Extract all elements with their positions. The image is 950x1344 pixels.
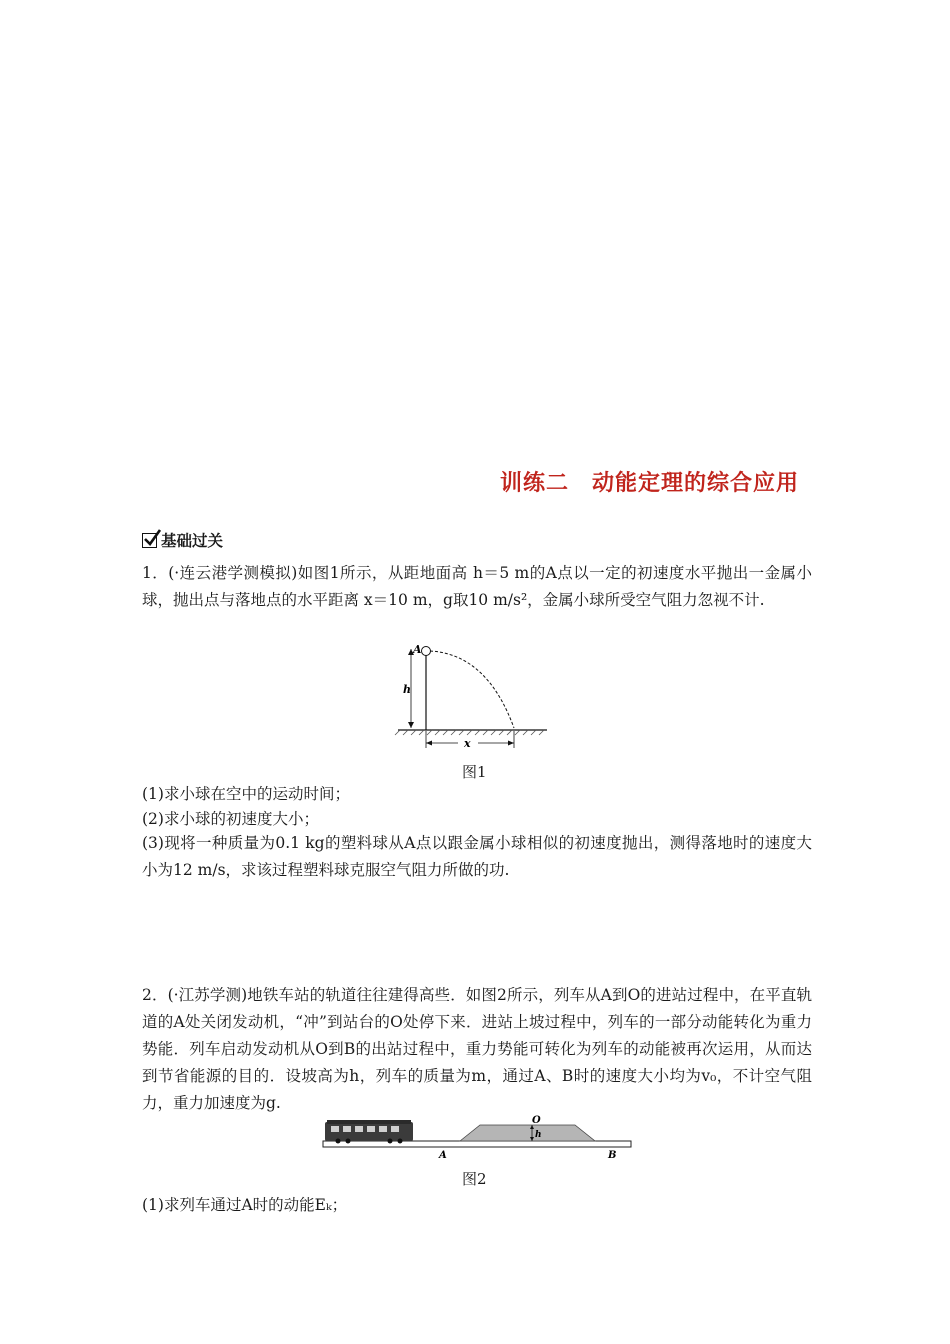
figure-2-label-b: B — [608, 1150, 617, 1161]
figure-2-caption: 图2 — [462, 1170, 487, 1188]
section-label: 基础过关 — [161, 532, 224, 550]
figure-1-label-x: x — [464, 737, 471, 750]
figure-2-label-a: A — [439, 1150, 447, 1161]
question-2-part-1: (1)求列车通过A时的动能Eₖ； — [142, 1196, 348, 1214]
figure-1-label-h: h — [403, 683, 411, 696]
figure-2 — [320, 1112, 635, 1164]
question-1-part-3: (3)现将一种质量为0.1 kg的塑料球从A点以跟金属小球相似的初速度抛出，测得落地时的速度大小为12 m/s，求该过程塑料球克服空气阻力所做的功. — [142, 834, 812, 879]
question-1-part-1: (1)求小球在空中的运动时间； — [142, 785, 350, 803]
figure-2-label-h: h — [535, 1130, 542, 1140]
figure-1 — [392, 640, 562, 750]
question-2-stem: 2．(·江苏学测)地铁车站的轨道往往建得高些．如图2所示，列车从A到O的进站过程中，在平直轨道的A处关闭发动机，“冲”到站台的O处停下来．进站上坡过程中，列车的一部分动能转化为重力势能．列车启动发动机从O到B的出站过程中，重力势能可转化为列车的动能被再次运用，从而达到节省能源的目的．设坡高为h，列车的质量为m，通过A、B时的速度大小均为v₀，不计空气阻力，重力加速度为g. — [142, 986, 812, 1112]
question-1-part-2: (2)求小球的初速度大小； — [142, 810, 319, 828]
checkbox-icon — [142, 533, 157, 548]
figure-1-caption: 图1 — [462, 763, 487, 781]
page-title: 训练二 动能定理的综合应用 — [500, 471, 800, 496]
question-1-stem: 1．(·连云港学测模拟)如图1所示，从距地面高 h＝5 m的A点以一定的初速度水平抛出一金属小球，抛出点与落地点的水平距离 x＝10 m，g取10 m/s²，金属小球所受空气阻力忽视不计. — [142, 564, 812, 609]
figure-2-label-o: O — [532, 1115, 541, 1126]
figure-1-label-a: A — [413, 643, 422, 656]
train-icon — [325, 1120, 413, 1144]
section-heading — [142, 529, 223, 551]
